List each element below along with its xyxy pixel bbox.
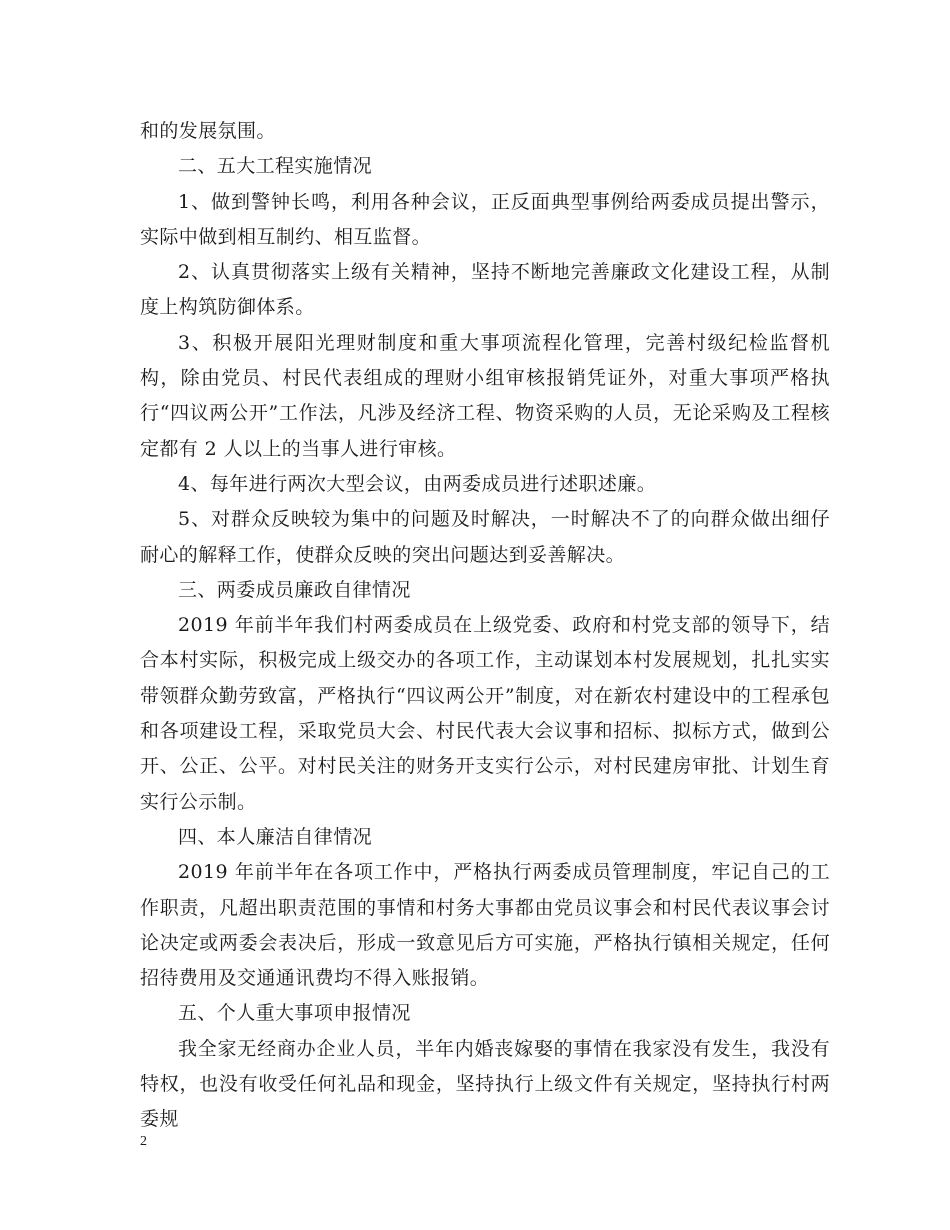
paragraph: 和的发展氛围。 (140, 120, 276, 142)
section-heading: 五、个人重大事项申报情况 (178, 1002, 411, 1025)
paragraph: 3、积极开展阳光理财制度和重大事项流程化管理，完善村级纪检监督机构，除由党员、村民代表组成的理财小组审核报销凭证外，对重大事项严格执行“四议两公开”工作法，凡涉及经济工程、物资采购的人员，无论采购及工程核定都有 2 人以上的当事人进行审核。 (140, 331, 830, 460)
paragraph: 2、认真贯彻落实上级有关精神，坚持不断地完善廉政文化建设工程，从制度上构筑防御体系。 (140, 261, 830, 319)
paragraph: 4、每年进行两次大型会议，由两委成员进行述职述廉。 (178, 472, 657, 495)
section-heading: 三、两委成员廉政自律情况 (178, 578, 411, 601)
paragraph: 我全家无经商办企业人员，半年内婚丧嫁娶的事情在我家没有发生，我没有特权，也没有收受任何礼品和现金，坚持执行上级文件有关规定，坚持执行村两委规 (140, 1037, 830, 1131)
section-heading: 二、五大工程实施情况 (178, 155, 373, 178)
section-heading: 四、本人廉洁自律情况 (178, 825, 373, 848)
paragraph: 2019 年前半年我们村两委成员在上级党委、政府和村党支部的领导下，结合本村实际，积极完成上级交办的各项工作，主动谋划本村发展规划，扎扎实实带领群众勤劳致富，严格执行“四议两公开”制度，对在新农村建设中的工程承包和各项建设工程，采取党员大会、村民代表大会议事和招标、拟标方式，做到公开、公正、公平。对村民关注的财务开支实行公示，对村民建房审批、计划生育实行公示制。 (140, 614, 830, 813)
page-number: 2 (140, 1134, 147, 1149)
paragraph: 1、做到警钟长鸣，利用各种会议，正反面典型事例给两委成员提出警示，实际中做到相互制约、相互监督。 (140, 190, 830, 248)
document-body (140, 114, 830, 1138)
paragraph: 5、对群众反映较为集中的问题及时解决，一时解决不了的向群众做出细仔耐心的解释工作，使群众反映的突出问题达到妥善解决。 (140, 508, 830, 566)
paragraph: 2019 年前半年在各项工作中，严格执行两委成员管理制度，牢记自己的工作职责，凡超出职责范围的事情和村务大事都由党员议事会和村民代表议事会讨论决定或两委会表决后，形成一致意见后方可实施，严格执行镇相关规定，任何招待费用及交通通讯费均不得入账报销。 (140, 861, 830, 990)
